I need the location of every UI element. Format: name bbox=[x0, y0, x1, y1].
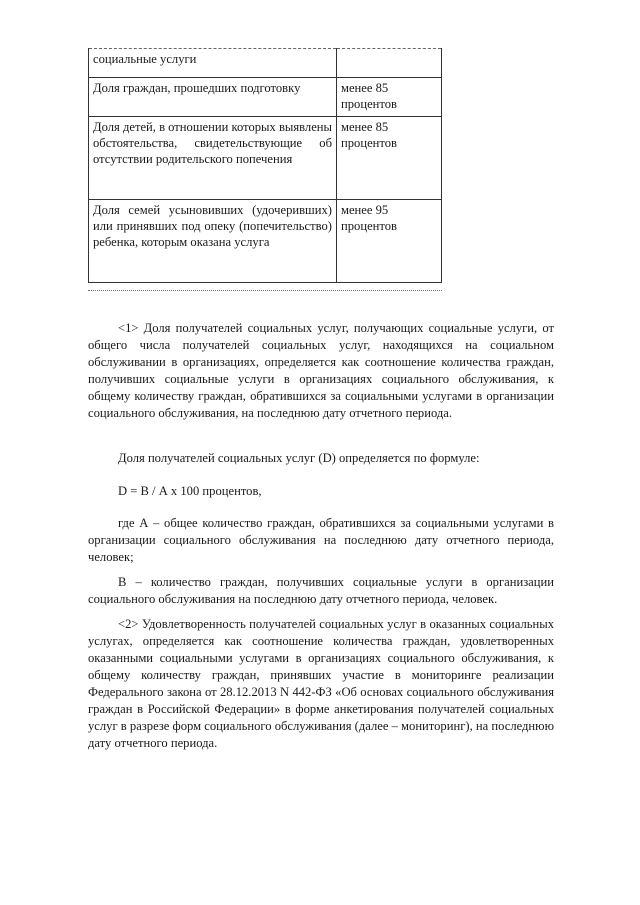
paragraph: <2> Удовлетворенность получателей социальных услуг в оказанных социальных услугах, определяется как соотношение количества граждан, удовлетворенных оказанными социальными услугами в организациях социального обслуживания, к общему количеству граждан, принявших участие в мониторинге реализации Федерального закона от 28.12.2013 N 442-ФЗ «Об основах социального обслуживания граждан в Российской Федерации» в форме анкетирования получателей социальных услуг в разрезе форм социального обслуживания (далее – мониторинг), на последнюю дату отчетного периода. bbox=[88, 617, 554, 750]
indicator-cell: Доля семей усыновивших (удочеривших) или принявших под опеку (попечительство) ребенка, которым оказана услуга bbox=[89, 200, 337, 283]
indicators-table bbox=[88, 48, 442, 283]
indicator-cell: Доля детей, в отношении которых выявлены обстоятельства, свидетельствующие об отсутствии родительского попечения bbox=[89, 117, 337, 200]
table-row bbox=[89, 117, 442, 200]
paragraph: D = В / А х 100 процентов, bbox=[118, 484, 262, 498]
table-row bbox=[89, 200, 442, 283]
paragraph: <1> Доля получателей социальных услуг, получающих социальные услуги, от общего числа получателей социальных услуг, находящихся на социальном обслуживании в организациях, определяется как соотношение количества граждан, получивших социальные услуги в организациях социального обслуживания, к общему количеству граждан, обратившихся за социальными услугами в организации социального обслуживания, на последнюю дату отчетного периода. bbox=[88, 321, 554, 420]
value-cell bbox=[337, 49, 442, 78]
formula-intro bbox=[88, 450, 554, 467]
paragraph: где А – общее количество граждан, обратившихся за социальными услугами в организации социального обслуживания на последнюю дату отчетного периода, человек; bbox=[88, 516, 554, 564]
footnote-1 bbox=[88, 320, 554, 422]
formula bbox=[88, 483, 554, 500]
table-row bbox=[89, 78, 442, 117]
value-cell: менее 85 процентов bbox=[337, 117, 442, 200]
footnote-2 bbox=[88, 616, 554, 752]
indicator-cell: Доля граждан, прошедших подготовку bbox=[89, 78, 337, 117]
value-cell: менее 95 процентов bbox=[337, 200, 442, 283]
paragraph: Доля получателей социальных услуг (D) определяется по формуле: bbox=[118, 451, 480, 465]
table-row bbox=[89, 49, 442, 78]
formula-b-definition bbox=[88, 574, 554, 608]
table-bottom-edge bbox=[88, 290, 442, 291]
value-cell: менее 85 процентов bbox=[337, 78, 442, 117]
indicator-cell: социальные услуги bbox=[89, 49, 337, 78]
paragraph: В – количество граждан, получивших социальные услуги в организации социального обслуживания на последнюю дату отчетного периода, человек. bbox=[88, 575, 554, 606]
formula-a-definition bbox=[88, 515, 554, 566]
